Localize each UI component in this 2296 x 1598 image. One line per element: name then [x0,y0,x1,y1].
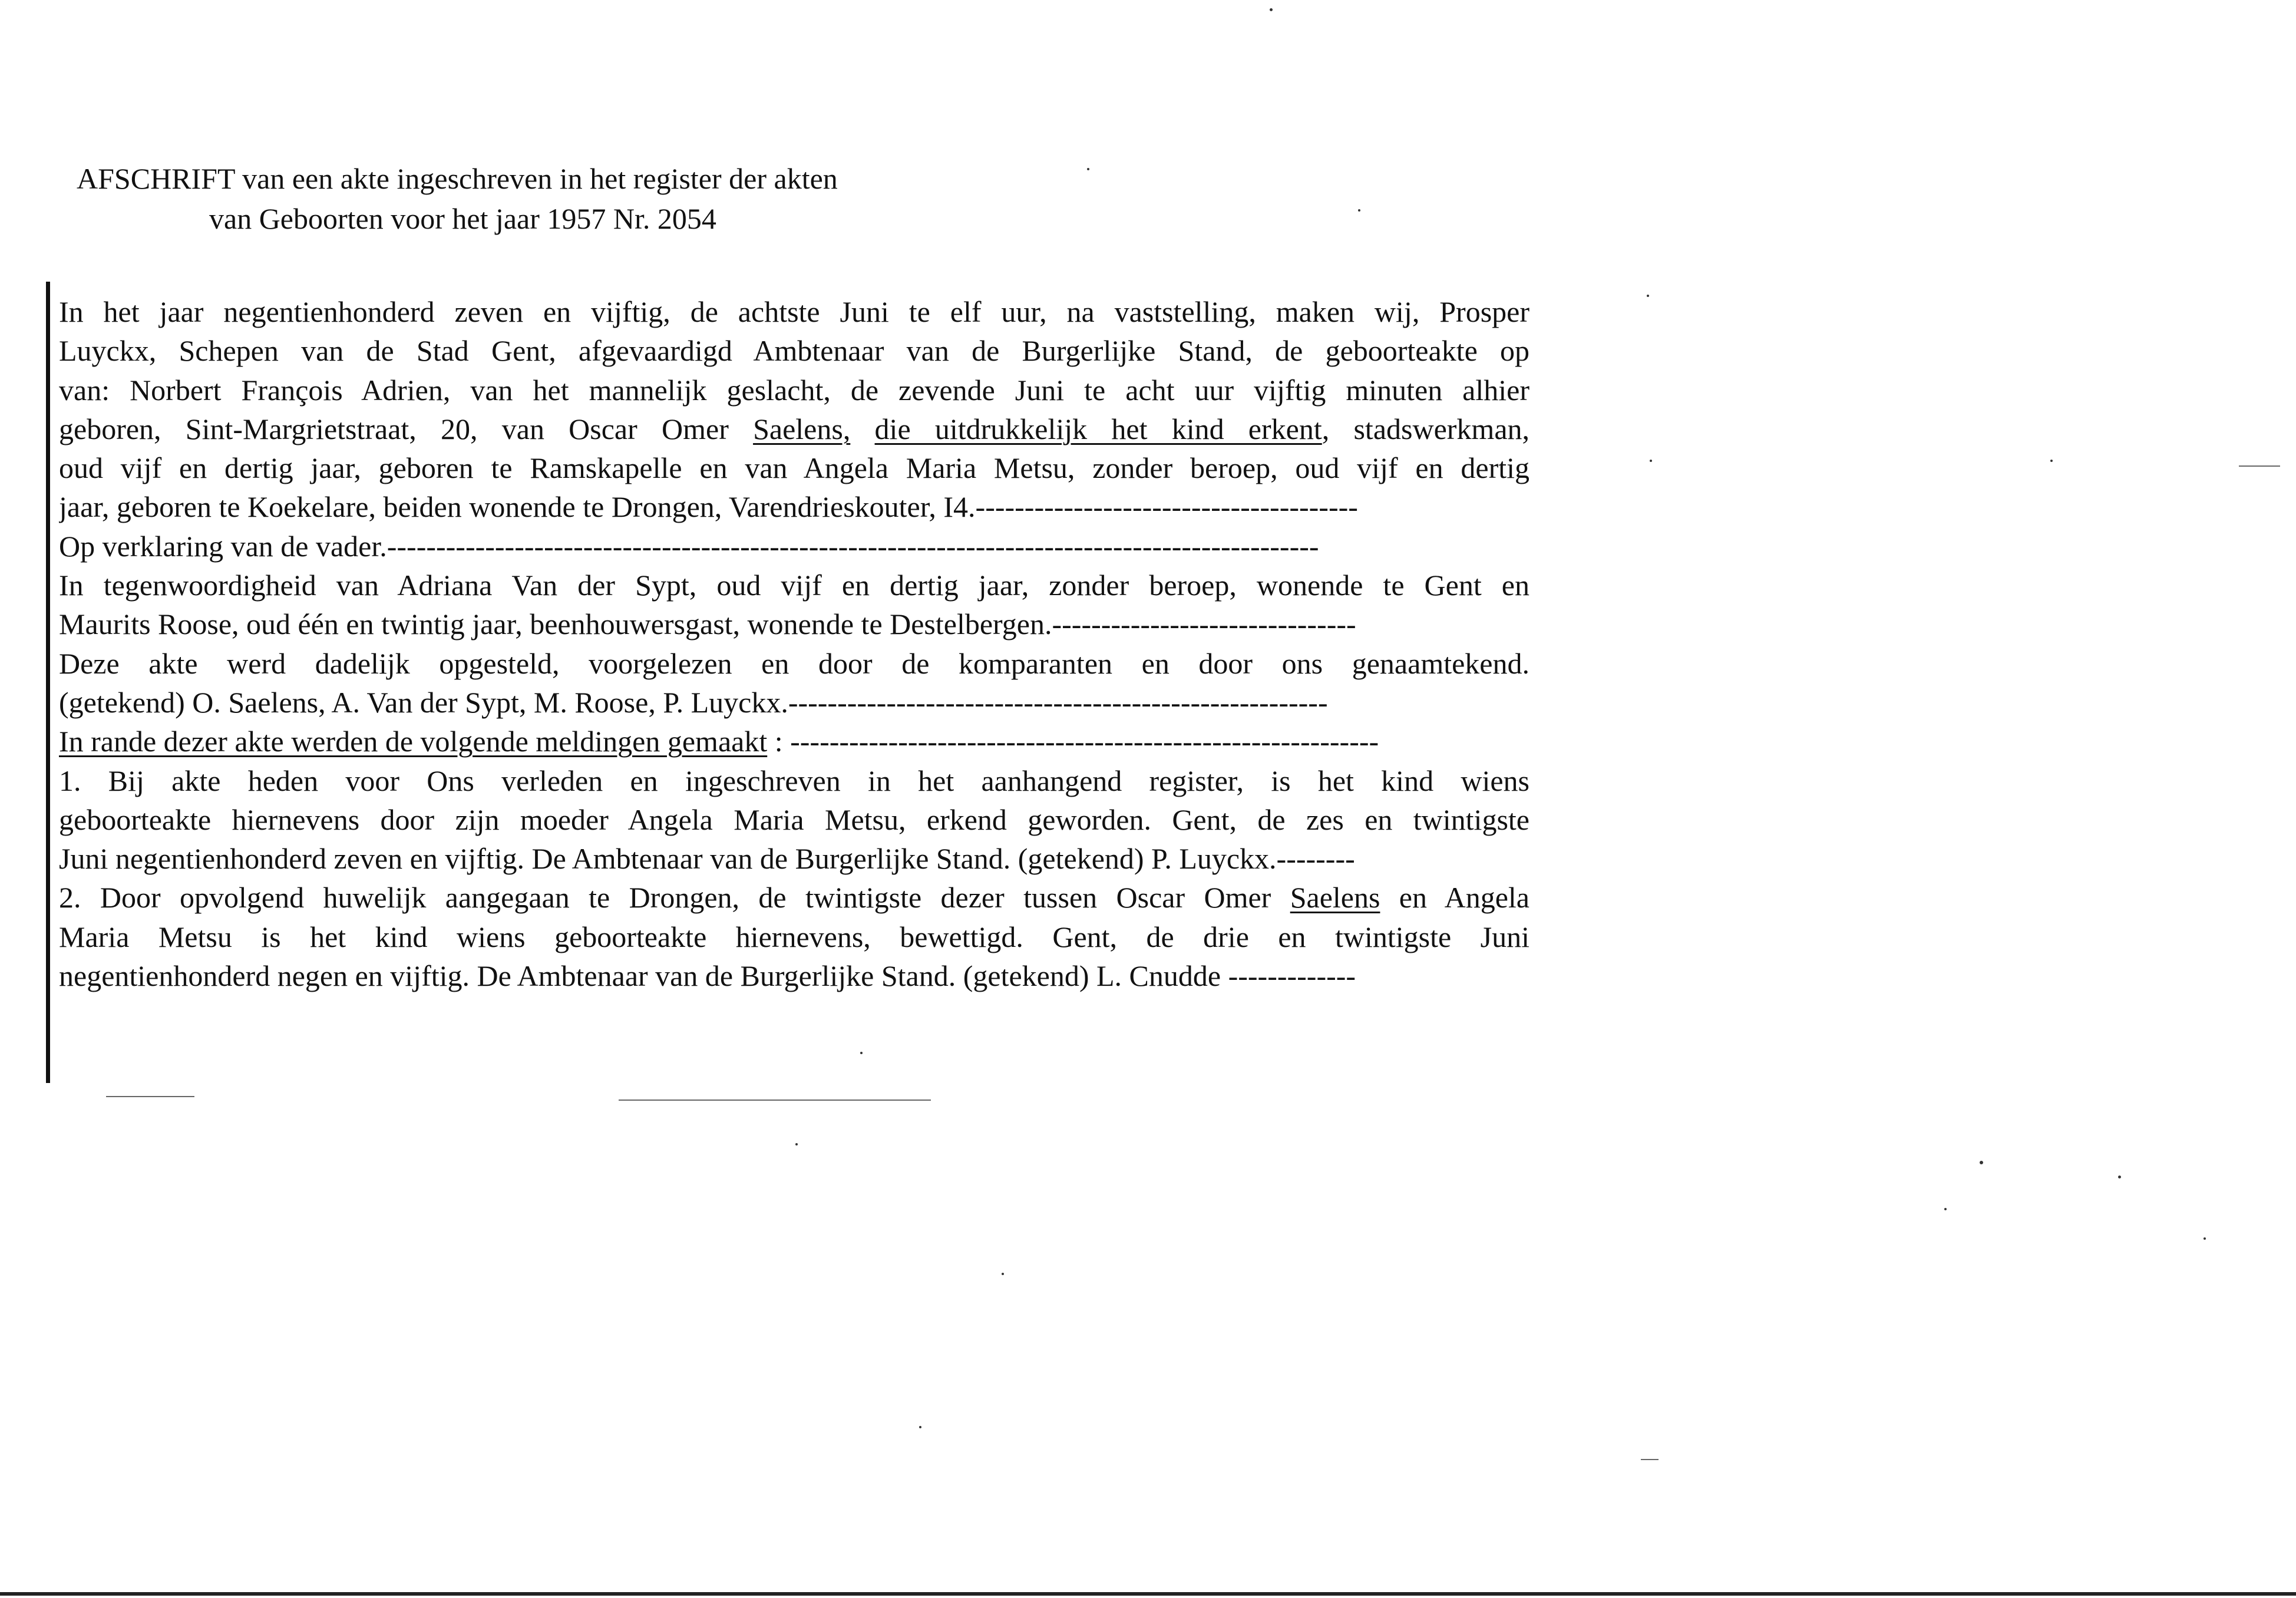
deed-line-13: 1. Bij akte heden voor Ons verleden en ingeschreven in het aanhangend register, is het kind wiens [59,764,1529,797]
deed-line-14: geboorteakte hiernevens door zijn moeder Angela Maria Metsu, erkend geworden. Gent, de zes en twintigste [59,803,1529,836]
line-4-pre: geboren, Sint-Margrietstraat, 20, van Oscar Omer [59,412,754,445]
deed-line-7: Op verklaring van de vader.----------------------------------------------------------------------------------------------- [59,529,1319,563]
deed-line-15: Juni negentienhonderd zeven en vijftig. De Ambtenaar van de Burgerlijke Stand. (getekend) P. Luyckx.-------- [59,842,1355,876]
deed-line-8: In tegenwoordigheid van Adriana Van der Sypt, oud vijf en dertig jaar, zonder beroep, wonende te Gent en [59,569,1529,602]
deed-line-4 [59,410,1529,448]
scan-speck [1650,460,1652,462]
underlined-surname-2: Saelens [1290,881,1380,914]
deed-line-18: negentienhonderd negen en vijftig. De Ambtenaar van de Burgerlijke Stand. (getekend) L. Cnudde ------------- [59,959,1356,993]
deed-line-9: Maurits Roose, oud één en twintig jaar, beenhouwersgast, wonende te Destelbergen.------------------------------- [59,607,1356,641]
deed-line-5: oud vijf en dertig jaar, geboren te Ramskapelle en van Angela Maria Metsu, zonder beroep, oud vijf en dertig [59,451,1529,485]
line-16-pre: 2. Door opvolgend huwelijk aangegaan te Drongen, de twintigste dezer tussen Oscar Omer [59,881,1290,914]
deed-line-16 [59,878,1529,917]
scan-smudge [619,1100,931,1101]
scan-speck [2204,1237,2206,1240]
deed-line-3: van: Norbert François Adrien, van het mannelijk geslacht, de zevende Juni te acht uur vijftig minuten alhier [59,373,1529,407]
margin-rule [46,282,50,1083]
deed-line-1: In het jaar negentienhonderd zeven en vijftig, de achtste Juni te elf uur, na vaststelling, maken wij, Prosper [59,295,1529,328]
underlined-recognition: die uitdrukkelijk het kind erkent [874,412,1322,445]
scan-speck [1647,295,1649,297]
deed-line-17: Maria Metsu is het kind wiens geboorteakte hiernevens, bewettigd. Gent, de drie en twintigste Juni [59,920,1529,953]
underlined-surname: Saelens, [753,412,851,445]
header-line-2: van Geboorten voor het jaar 1957 Nr. 2054 [209,202,716,235]
line-4-mid [850,412,874,445]
scan-speck [2050,460,2053,462]
line-12-post: : ------------------------------------------------------------ [767,725,1379,758]
scan-smudge [106,1096,194,1097]
underlined-margin-heading: In rande dezer akte werden de volgende meldingen gemaakt [59,725,768,758]
scan-speck [795,1143,798,1145]
scan-speck [860,1052,863,1054]
scan-speck [1944,1208,1947,1210]
scan-smudge [2239,465,2280,467]
deed-line-12 [59,722,1529,761]
deed-line-10: Deze akte werd dadelijk opgesteld, voorgelezen en door de komparanten en door ons genaamtekend. [59,646,1529,680]
scan-speck [919,1426,921,1428]
scan-smudge [1641,1459,1659,1460]
page-bottom-rule [0,1592,2296,1596]
scan-speck [1087,168,1089,170]
deed-line-11: (getekend) O. Saelens, A. Van der Sypt, M. Roose, P. Luyckx.------------------------------------------------------- [59,685,1328,719]
line-16-post: en Angela [1380,881,1529,914]
deed-body [59,292,1529,995]
deed-line-6: jaar, geboren te Koekelare, beiden wonende te Drongen, Varendrieskouter, I4.--------------------------------------- [59,490,1358,524]
scan-speck [1270,8,1273,11]
deed-line-2: Luyckx, Schepen van de Stad Gent, afgevaardigd Ambtenaar van de Burgerlijke Stand, de geboorteakte op [59,334,1529,368]
line-4-post: , stadswerkman, [1322,412,1529,445]
scan-speck [2118,1176,2121,1178]
header-line-1: AFSCHRIFT van een akte ingeschreven in het register der akten [77,162,838,195]
scan-speck [1980,1161,1983,1164]
scan-speck [1358,209,1360,212]
scan-speck [1002,1273,1004,1275]
